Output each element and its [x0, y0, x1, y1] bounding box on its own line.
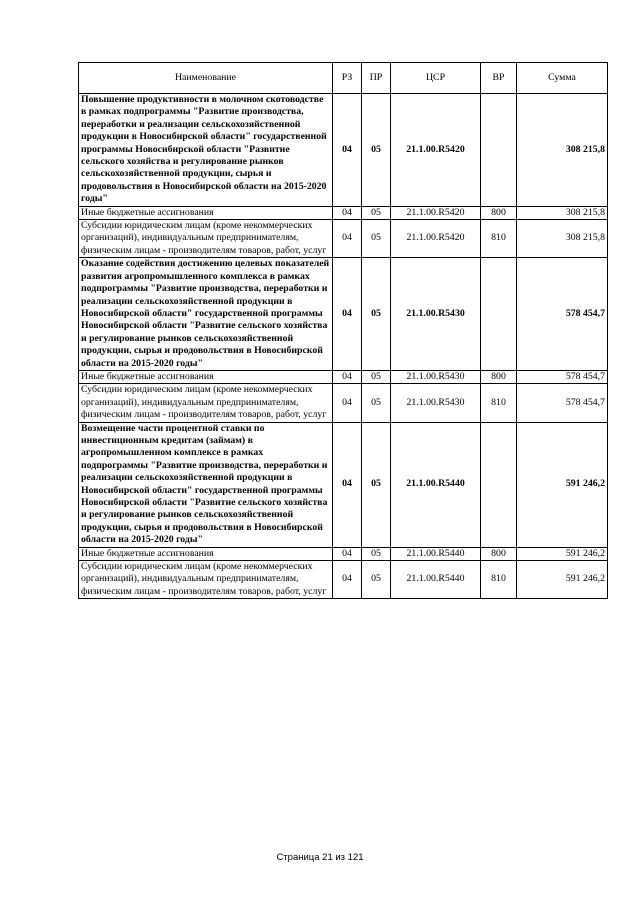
cell-rz: 04 — [333, 561, 362, 599]
cell-pr: 05 — [362, 94, 391, 207]
cell-vr: 800 — [481, 370, 517, 383]
cell-pr: 05 — [362, 220, 391, 258]
cell-vr: 800 — [481, 547, 517, 560]
cell-csr: 21.1.00.R5430 — [391, 258, 481, 371]
cell-csr: 21.1.00.R5440 — [391, 422, 481, 547]
cell-csr: 21.1.00.R5430 — [391, 370, 481, 383]
cell-vr: 810 — [481, 384, 517, 422]
cell-sum: 308 215,8 — [517, 220, 608, 258]
cell-csr: 21.1.00.R5440 — [391, 561, 481, 599]
table-row — [79, 220, 608, 258]
cell-name: Субсидии юридическим лицам (кроме некоммерческих организаций), индивидуальным предпринимателям, физическим лицам - производителям товаров, работ, услуг — [79, 220, 333, 258]
header-pr: ПР — [362, 63, 391, 94]
cell-rz: 04 — [333, 422, 362, 547]
cell-vr — [481, 94, 517, 207]
cell-vr: 800 — [481, 206, 517, 219]
table-row — [79, 94, 608, 207]
cell-vr — [481, 422, 517, 547]
cell-csr: 21.1.00.R5420 — [391, 220, 481, 258]
cell-sum: 308 215,8 — [517, 94, 608, 207]
cell-sum: 308 215,8 — [517, 206, 608, 219]
cell-csr: 21.1.00.R5440 — [391, 547, 481, 560]
header-rz: РЗ — [333, 63, 362, 94]
cell-vr: 810 — [481, 561, 517, 599]
cell-name: Повышение продуктивности в молочном скотоводстве в рамках подпрограммы "Развитие производства, переработки и реализации сельскохозяйственной продукции в Новосибирской области" государственной программы Новосибирской области "Развитие сельского хозяйства и регулирование рынков сельскохозяйственной продукции, сырья и продовольствия в Новосибирской области на 2015-2020 годы" — [79, 94, 333, 207]
table-row — [79, 547, 608, 560]
cell-name: Возмещение части процентной ставки по инвестиционным кредитам (займам) в агропромышленном комплексе в рамках подпрограммы "Развитие производства, переработки и реализации сельскохозяйственной продукции в Новосибирской области" государственной программы Новосибирской области "Развитие сельского хозяйства и регулирование рынков сельскохозяйственной продукции, сырья и продовольствия в Новосибирской области на 2015-2020 годы" — [79, 422, 333, 547]
cell-pr: 05 — [362, 561, 391, 599]
cell-sum: 591 246,2 — [517, 561, 608, 599]
cell-pr: 05 — [362, 206, 391, 219]
table-row — [79, 206, 608, 219]
cell-rz: 04 — [333, 94, 362, 207]
cell-pr: 05 — [362, 422, 391, 547]
cell-rz: 04 — [333, 206, 362, 219]
cell-name: Иные бюджетные ассигнования — [79, 370, 333, 383]
cell-rz: 04 — [333, 384, 362, 422]
table-row — [79, 370, 608, 383]
header-csr: ЦСР — [391, 63, 481, 94]
cell-sum: 578 454,7 — [517, 384, 608, 422]
cell-sum: 578 454,7 — [517, 258, 608, 371]
cell-rz: 04 — [333, 258, 362, 371]
cell-name: Субсидии юридическим лицам (кроме некоммерческих организаций), индивидуальным предпринимателям, физическим лицам - производителям товаров, работ, услуг — [79, 561, 333, 599]
cell-csr: 21.1.00.R5420 — [391, 94, 481, 207]
cell-sum: 578 454,7 — [517, 370, 608, 383]
table-row — [79, 422, 608, 547]
cell-pr: 05 — [362, 370, 391, 383]
table-row — [79, 561, 608, 599]
cell-name: Иные бюджетные ассигнования — [79, 206, 333, 219]
cell-name: Оказание содействия достижению целевых показателей развития агропромышленного комплекса в рамках подпрограммы "Развитие производства, переработки и реализации сельскохозяйственной продукции в Новосибирской области" государственной программы Новосибирской области "Развитие сельского хозяйства и регулирование рынков сельскохозяйственной продукции, сырья и продовольствия в Новосибирской области на 2015-2020 годы" — [79, 258, 333, 371]
table-header-row — [79, 63, 608, 94]
cell-sum: 591 246,2 — [517, 547, 608, 560]
cell-csr: 21.1.00.R5420 — [391, 206, 481, 219]
header-sum: Сумма — [517, 63, 608, 94]
cell-sum: 591 246,2 — [517, 422, 608, 547]
cell-vr — [481, 258, 517, 371]
cell-pr: 05 — [362, 258, 391, 371]
cell-rz: 04 — [333, 547, 362, 560]
table-row — [79, 258, 608, 371]
cell-vr: 810 — [481, 220, 517, 258]
cell-rz: 04 — [333, 370, 362, 383]
cell-pr: 05 — [362, 384, 391, 422]
header-vr: ВР — [481, 63, 517, 94]
cell-pr: 05 — [362, 547, 391, 560]
page-number: Страница 21 из 121 — [276, 852, 364, 863]
cell-rz: 04 — [333, 220, 362, 258]
header-name: Наименование — [79, 63, 333, 94]
table-row — [79, 384, 608, 422]
budget-table — [78, 62, 608, 599]
cell-csr: 21.1.00.R5430 — [391, 384, 481, 422]
cell-name: Субсидии юридическим лицам (кроме некоммерческих организаций), индивидуальным предпринимателям, физическим лицам - производителям товаров, работ, услуг — [79, 384, 333, 422]
cell-name: Иные бюджетные ассигнования — [79, 547, 333, 560]
